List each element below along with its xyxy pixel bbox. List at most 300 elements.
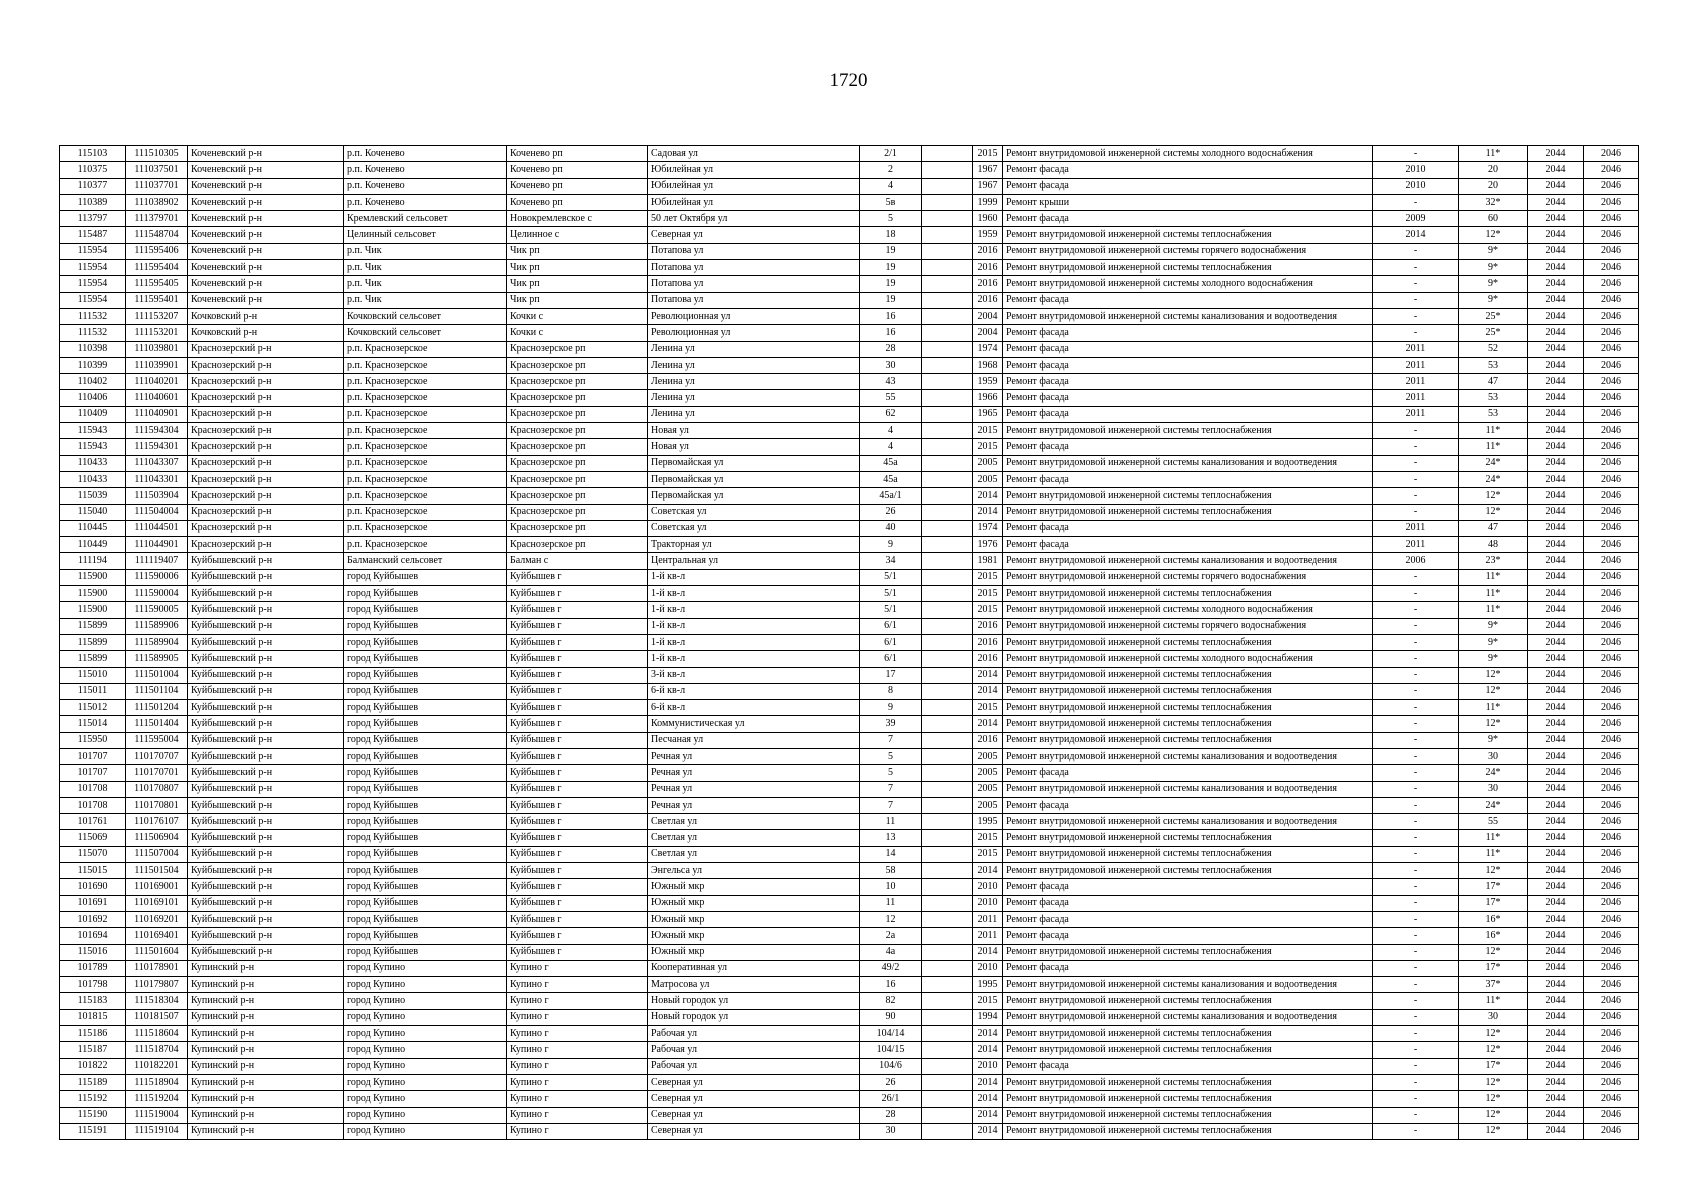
street-cell: Ленина ул (648, 357, 860, 373)
plan-start-year-cell: 2044 (1528, 341, 1584, 357)
plan-start-year-cell: 2044 (1528, 928, 1584, 944)
blank-cell (922, 325, 973, 341)
blank-cell (922, 830, 973, 846)
last-repair-year-cell: 2011 (1373, 374, 1459, 390)
record-id-cell: 111518704 (126, 1042, 188, 1058)
record-id-cell: 111043307 (126, 455, 188, 471)
district-cell: Коченевский р-н (188, 260, 344, 276)
last-repair-year-cell: - (1373, 1074, 1459, 1090)
plan-end-year-cell: 2046 (1584, 569, 1639, 585)
blank-cell (922, 439, 973, 455)
service-life-cell: 12* (1459, 863, 1528, 879)
build-year-cell: 2014 (973, 1107, 1003, 1123)
blank-cell (922, 716, 973, 732)
house-number-cell: 26 (860, 504, 922, 520)
service-life-cell: 11* (1459, 423, 1528, 439)
build-year-cell: 2015 (973, 846, 1003, 862)
last-repair-year-cell: 2011 (1373, 390, 1459, 406)
work-type-cell: Ремонт внутридомовой инженерной системы теплоснабжения (1003, 732, 1373, 748)
table-row (60, 308, 1639, 324)
work-type-cell: Ремонт внутридомовой инженерной системы канализования и водоотведения (1003, 781, 1373, 797)
municipality-cell: р.п. Краснозерское (344, 406, 507, 422)
service-life-cell: 17* (1459, 895, 1528, 911)
last-repair-year-cell: - (1373, 1123, 1459, 1139)
house-number-cell: 2а (860, 928, 922, 944)
table-row (60, 1009, 1639, 1025)
street-cell: Южный мкр (648, 879, 860, 895)
plan-start-year-cell: 2044 (1528, 211, 1584, 227)
district-cell: Купинский р-н (188, 1042, 344, 1058)
blank-cell (922, 423, 973, 439)
plan-end-year-cell: 2046 (1584, 618, 1639, 634)
plan-end-year-cell: 2046 (1584, 374, 1639, 390)
municipality-cell: Кремлевский сельсовет (344, 211, 507, 227)
blank-cell (922, 651, 973, 667)
street-cell: Потапова ул (648, 260, 860, 276)
settlement-cell: Куйбышев г (507, 618, 648, 634)
work-type-cell: Ремонт фасада (1003, 895, 1373, 911)
blank-cell (922, 194, 973, 210)
record-id-cell: 111039801 (126, 341, 188, 357)
settlement-cell: Купино г (507, 1042, 648, 1058)
district-cell: Куйбышевский р-н (188, 944, 344, 960)
house-number-cell: 12 (860, 911, 922, 927)
blank-cell (922, 1107, 973, 1123)
street-cell: Рабочая ул (648, 1026, 860, 1042)
district-cell: Купинский р-н (188, 1009, 344, 1025)
blank-cell (922, 569, 973, 585)
work-type-cell: Ремонт фасада (1003, 390, 1373, 406)
blank-cell (922, 260, 973, 276)
house-id-cell: 115954 (60, 276, 126, 292)
build-year-cell: 2010 (973, 879, 1003, 895)
district-cell: Куйбышевский р-н (188, 732, 344, 748)
build-year-cell: 1995 (973, 977, 1003, 993)
district-cell: Куйбышевский р-н (188, 879, 344, 895)
street-cell: Южный мкр (648, 895, 860, 911)
district-cell: Куйбышевский р-н (188, 602, 344, 618)
house-number-cell: 9 (860, 700, 922, 716)
municipality-cell: город Куйбышев (344, 895, 507, 911)
district-cell: Куйбышевский р-н (188, 667, 344, 683)
district-cell: Краснозерский р-н (188, 341, 344, 357)
work-type-cell: Ремонт внутридомовой инженерной системы канализования и водоотведения (1003, 553, 1373, 569)
service-life-cell: 60 (1459, 211, 1528, 227)
record-id-cell: 111501204 (126, 700, 188, 716)
municipality-cell: город Купино (344, 1074, 507, 1090)
last-repair-year-cell: - (1373, 1058, 1459, 1074)
plan-start-year-cell: 2044 (1528, 553, 1584, 569)
house-number-cell: 10 (860, 879, 922, 895)
table-row (60, 732, 1639, 748)
build-year-cell: 2015 (973, 586, 1003, 602)
table-row (60, 895, 1639, 911)
last-repair-year-cell: - (1373, 194, 1459, 210)
work-type-cell: Ремонт внутридомовой инженерной системы горячего водоснабжения (1003, 569, 1373, 585)
municipality-cell: р.п. Чик (344, 243, 507, 259)
municipality-cell: город Куйбышев (344, 911, 507, 927)
table-body (60, 146, 1639, 1140)
work-type-cell: Ремонт внутридомовой инженерной системы теплоснабжения (1003, 1123, 1373, 1139)
blank-cell (922, 308, 973, 324)
blank-cell (922, 602, 973, 618)
build-year-cell: 2015 (973, 439, 1003, 455)
last-repair-year-cell: - (1373, 911, 1459, 927)
work-type-cell: Ремонт внутридомовой инженерной системы теплоснабжения (1003, 846, 1373, 862)
record-id-cell: 111040601 (126, 390, 188, 406)
district-cell: Кочковский р-н (188, 325, 344, 341)
house-number-cell: 104/15 (860, 1042, 922, 1058)
street-cell: Садовая ул (648, 146, 860, 162)
plan-start-year-cell: 2044 (1528, 488, 1584, 504)
build-year-cell: 2005 (973, 455, 1003, 471)
record-id-cell: 111501404 (126, 716, 188, 732)
work-type-cell: Ремонт внутридомовой инженерной системы канализования и водоотведения (1003, 455, 1373, 471)
blank-cell (922, 634, 973, 650)
municipality-cell: р.п. Коченево (344, 162, 507, 178)
settlement-cell: Кочки с (507, 325, 648, 341)
plan-end-year-cell: 2046 (1584, 993, 1639, 1009)
district-cell: Краснозерский р-н (188, 520, 344, 536)
work-type-cell: Ремонт фасада (1003, 325, 1373, 341)
service-life-cell: 20 (1459, 178, 1528, 194)
last-repair-year-cell: - (1373, 960, 1459, 976)
blank-cell (922, 227, 973, 243)
house-id-cell: 115010 (60, 667, 126, 683)
plan-end-year-cell: 2046 (1584, 830, 1639, 846)
house-id-cell: 115039 (60, 488, 126, 504)
table-row (60, 830, 1639, 846)
plan-end-year-cell: 2046 (1584, 586, 1639, 602)
capital-repair-table (59, 145, 1639, 1140)
municipality-cell: р.п. Краснозерское (344, 390, 507, 406)
settlement-cell: Куйбышев г (507, 586, 648, 602)
municipality-cell: р.п. Краснозерское (344, 504, 507, 520)
last-repair-year-cell: - (1373, 471, 1459, 487)
last-repair-year-cell: - (1373, 993, 1459, 1009)
municipality-cell: Кочковский сельсовет (344, 325, 507, 341)
table-row (60, 162, 1639, 178)
house-number-cell: 5в (860, 194, 922, 210)
build-year-cell: 2010 (973, 960, 1003, 976)
house-number-cell: 26 (860, 1074, 922, 1090)
plan-end-year-cell: 2046 (1584, 308, 1639, 324)
settlement-cell: Куйбышев г (507, 700, 648, 716)
municipality-cell: р.п. Чик (344, 276, 507, 292)
house-number-cell: 16 (860, 325, 922, 341)
table-row (60, 977, 1639, 993)
work-type-cell: Ремонт фасада (1003, 292, 1373, 308)
last-repair-year-cell: - (1373, 748, 1459, 764)
service-life-cell: 24* (1459, 765, 1528, 781)
last-repair-year-cell: - (1373, 863, 1459, 879)
plan-start-year-cell: 2044 (1528, 765, 1584, 781)
record-id-cell: 111043301 (126, 471, 188, 487)
record-id-cell: 111595405 (126, 276, 188, 292)
settlement-cell: Купино г (507, 993, 648, 1009)
street-cell: Ленина ул (648, 341, 860, 357)
build-year-cell: 1974 (973, 520, 1003, 536)
work-type-cell: Ремонт внутридомовой инженерной системы теплоснабжения (1003, 993, 1373, 1009)
street-cell: Южный мкр (648, 944, 860, 960)
house-id-cell: 115954 (60, 260, 126, 276)
blank-cell (922, 765, 973, 781)
service-life-cell: 30 (1459, 781, 1528, 797)
record-id-cell: 110178901 (126, 960, 188, 976)
plan-end-year-cell: 2046 (1584, 797, 1639, 813)
table-row (60, 700, 1639, 716)
settlement-cell: Куйбышев г (507, 667, 648, 683)
build-year-cell: 1959 (973, 227, 1003, 243)
table-row (60, 439, 1639, 455)
house-id-cell: 115487 (60, 227, 126, 243)
plan-start-year-cell: 2044 (1528, 797, 1584, 813)
build-year-cell: 1968 (973, 357, 1003, 373)
last-repair-year-cell: - (1373, 700, 1459, 716)
plan-start-year-cell: 2044 (1528, 146, 1584, 162)
house-number-cell: 62 (860, 406, 922, 422)
district-cell: Кочковский р-н (188, 308, 344, 324)
plan-end-year-cell: 2046 (1584, 276, 1639, 292)
table-row (60, 797, 1639, 813)
plan-end-year-cell: 2046 (1584, 651, 1639, 667)
blank-cell (922, 537, 973, 553)
record-id-cell: 111504004 (126, 504, 188, 520)
work-type-cell: Ремонт фасада (1003, 162, 1373, 178)
build-year-cell: 2015 (973, 993, 1003, 1009)
build-year-cell: 2016 (973, 260, 1003, 276)
street-cell: Светлая ул (648, 846, 860, 862)
district-cell: Краснозерский р-н (188, 471, 344, 487)
blank-cell (922, 276, 973, 292)
table-row (60, 357, 1639, 373)
house-id-cell: 101815 (60, 1009, 126, 1025)
house-number-cell: 4 (860, 439, 922, 455)
record-id-cell: 111519004 (126, 1107, 188, 1123)
last-repair-year-cell: 2011 (1373, 357, 1459, 373)
settlement-cell: Купино г (507, 1009, 648, 1025)
district-cell: Краснозерский р-н (188, 488, 344, 504)
build-year-cell: 1966 (973, 390, 1003, 406)
house-id-cell: 115069 (60, 830, 126, 846)
house-id-cell: 115954 (60, 243, 126, 259)
plan-end-year-cell: 2046 (1584, 520, 1639, 536)
municipality-cell: город Куйбышев (344, 602, 507, 618)
build-year-cell: 1965 (973, 406, 1003, 422)
work-type-cell: Ремонт внутридомовой инженерной системы холодного водоснабжения (1003, 146, 1373, 162)
last-repair-year-cell: - (1373, 1042, 1459, 1058)
district-cell: Краснозерский р-н (188, 504, 344, 520)
service-life-cell: 12* (1459, 1091, 1528, 1107)
house-number-cell: 16 (860, 977, 922, 993)
house-number-cell: 14 (860, 846, 922, 862)
municipality-cell: город Купино (344, 1091, 507, 1107)
street-cell: Революционная ул (648, 308, 860, 324)
street-cell: Северная ул (648, 1074, 860, 1090)
plan-start-year-cell: 2044 (1528, 357, 1584, 373)
build-year-cell: 2004 (973, 325, 1003, 341)
settlement-cell: Коченево рп (507, 162, 648, 178)
blank-cell (922, 1123, 973, 1139)
settlement-cell: Краснозерское рп (507, 357, 648, 373)
service-life-cell: 11* (1459, 830, 1528, 846)
table-row (60, 553, 1639, 569)
settlement-cell: Краснозерское рп (507, 390, 648, 406)
district-cell: Краснозерский р-н (188, 455, 344, 471)
table-row (60, 390, 1639, 406)
record-id-cell: 111590005 (126, 602, 188, 618)
plan-end-year-cell: 2046 (1584, 602, 1639, 618)
build-year-cell: 1959 (973, 374, 1003, 390)
table-row (60, 1123, 1639, 1139)
build-year-cell: 2014 (973, 1042, 1003, 1058)
district-cell: Куйбышевский р-н (188, 683, 344, 699)
street-cell: Рабочая ул (648, 1058, 860, 1074)
record-id-cell: 110176107 (126, 814, 188, 830)
house-id-cell: 115011 (60, 683, 126, 699)
plan-end-year-cell: 2046 (1584, 423, 1639, 439)
table-row (60, 194, 1639, 210)
record-id-cell: 110169101 (126, 895, 188, 911)
blank-cell (922, 960, 973, 976)
house-number-cell: 5/1 (860, 586, 922, 602)
municipality-cell: р.п. Краснозерское (344, 488, 507, 504)
plan-end-year-cell: 2046 (1584, 194, 1639, 210)
build-year-cell: 2014 (973, 944, 1003, 960)
blank-cell (922, 390, 973, 406)
build-year-cell: 2015 (973, 830, 1003, 846)
plan-end-year-cell: 2046 (1584, 455, 1639, 471)
street-cell: Ленина ул (648, 374, 860, 390)
settlement-cell: Краснозерское рп (507, 423, 648, 439)
house-number-cell: 19 (860, 260, 922, 276)
blank-cell (922, 211, 973, 227)
record-id-cell: 110169401 (126, 928, 188, 944)
municipality-cell: город Куйбышев (344, 683, 507, 699)
house-id-cell: 110433 (60, 455, 126, 471)
service-life-cell: 17* (1459, 879, 1528, 895)
settlement-cell: Краснозерское рп (507, 374, 648, 390)
work-type-cell: Ремонт фасада (1003, 406, 1373, 422)
build-year-cell: 1999 (973, 194, 1003, 210)
plan-end-year-cell: 2046 (1584, 406, 1639, 422)
table-row (60, 178, 1639, 194)
municipality-cell: Балманский сельсовет (344, 553, 507, 569)
house-id-cell: 101692 (60, 911, 126, 927)
district-cell: Коченевский р-н (188, 276, 344, 292)
plan-start-year-cell: 2044 (1528, 439, 1584, 455)
last-repair-year-cell: - (1373, 618, 1459, 634)
settlement-cell: Куйбышев г (507, 895, 648, 911)
build-year-cell: 2015 (973, 146, 1003, 162)
service-life-cell: 24* (1459, 455, 1528, 471)
service-life-cell: 12* (1459, 944, 1528, 960)
settlement-cell: Чик рп (507, 260, 648, 276)
plan-start-year-cell: 2044 (1528, 944, 1584, 960)
municipality-cell: город Купино (344, 1026, 507, 1042)
district-cell: Куйбышевский р-н (188, 618, 344, 634)
district-cell: Коченевский р-н (188, 178, 344, 194)
last-repair-year-cell: - (1373, 928, 1459, 944)
street-cell: Юбилейная ул (648, 178, 860, 194)
settlement-cell: Куйбышев г (507, 732, 648, 748)
last-repair-year-cell: 2011 (1373, 341, 1459, 357)
plan-end-year-cell: 2046 (1584, 911, 1639, 927)
district-cell: Куйбышевский р-н (188, 830, 344, 846)
work-type-cell: Ремонт фасада (1003, 797, 1373, 813)
work-type-cell: Ремонт внутридомовой инженерной системы теплоснабжения (1003, 1026, 1373, 1042)
house-number-cell: 5 (860, 748, 922, 764)
service-life-cell: 12* (1459, 1026, 1528, 1042)
municipality-cell: город Куйбышев (344, 797, 507, 813)
plan-start-year-cell: 2044 (1528, 227, 1584, 243)
district-cell: Купинский р-н (188, 1026, 344, 1042)
street-cell: Первомайская ул (648, 471, 860, 487)
service-life-cell: 12* (1459, 683, 1528, 699)
plan-start-year-cell: 2044 (1528, 260, 1584, 276)
municipality-cell: город Купино (344, 960, 507, 976)
district-cell: Куйбышевский р-н (188, 716, 344, 732)
blank-cell (922, 146, 973, 162)
house-number-cell: 6/1 (860, 651, 922, 667)
service-life-cell: 11* (1459, 586, 1528, 602)
work-type-cell: Ремонт внутридомовой инженерной системы теплоснабжения (1003, 863, 1373, 879)
plan-start-year-cell: 2044 (1528, 1074, 1584, 1090)
street-cell: Ленина ул (648, 390, 860, 406)
municipality-cell: город Куйбышев (344, 814, 507, 830)
table-row (60, 667, 1639, 683)
district-cell: Коченевский р-н (188, 243, 344, 259)
settlement-cell: Куйбышев г (507, 879, 648, 895)
district-cell: Купинский р-н (188, 1058, 344, 1074)
house-number-cell: 34 (860, 553, 922, 569)
blank-cell (922, 374, 973, 390)
plan-start-year-cell: 2044 (1528, 781, 1584, 797)
blank-cell (922, 618, 973, 634)
plan-start-year-cell: 2044 (1528, 194, 1584, 210)
table-row (60, 683, 1639, 699)
plan-end-year-cell: 2046 (1584, 667, 1639, 683)
blank-cell (922, 357, 973, 373)
table-row (60, 471, 1639, 487)
blank-cell (922, 944, 973, 960)
street-cell: Речная ул (648, 765, 860, 781)
service-life-cell: 12* (1459, 667, 1528, 683)
plan-end-year-cell: 2046 (1584, 146, 1639, 162)
plan-end-year-cell: 2046 (1584, 1107, 1639, 1123)
blank-cell (922, 895, 973, 911)
district-cell: Краснозерский р-н (188, 423, 344, 439)
last-repair-year-cell: - (1373, 243, 1459, 259)
street-cell: Южный мкр (648, 911, 860, 927)
street-cell: 1-й кв-л (648, 634, 860, 650)
district-cell: Куйбышевский р-н (188, 781, 344, 797)
last-repair-year-cell: - (1373, 846, 1459, 862)
settlement-cell: Куйбышев г (507, 928, 648, 944)
work-type-cell: Ремонт внутридомовой инженерной системы теплоснабжения (1003, 700, 1373, 716)
record-id-cell: 110170801 (126, 797, 188, 813)
street-cell: Первомайская ул (648, 455, 860, 471)
municipality-cell: р.п. Краснозерское (344, 439, 507, 455)
blank-cell (922, 1026, 973, 1042)
build-year-cell: 1995 (973, 814, 1003, 830)
street-cell: Революционная ул (648, 325, 860, 341)
plan-end-year-cell: 2046 (1584, 765, 1639, 781)
last-repair-year-cell: - (1373, 667, 1459, 683)
settlement-cell: Куйбышев г (507, 944, 648, 960)
house-number-cell: 4а (860, 944, 922, 960)
record-id-cell: 111519104 (126, 1123, 188, 1139)
